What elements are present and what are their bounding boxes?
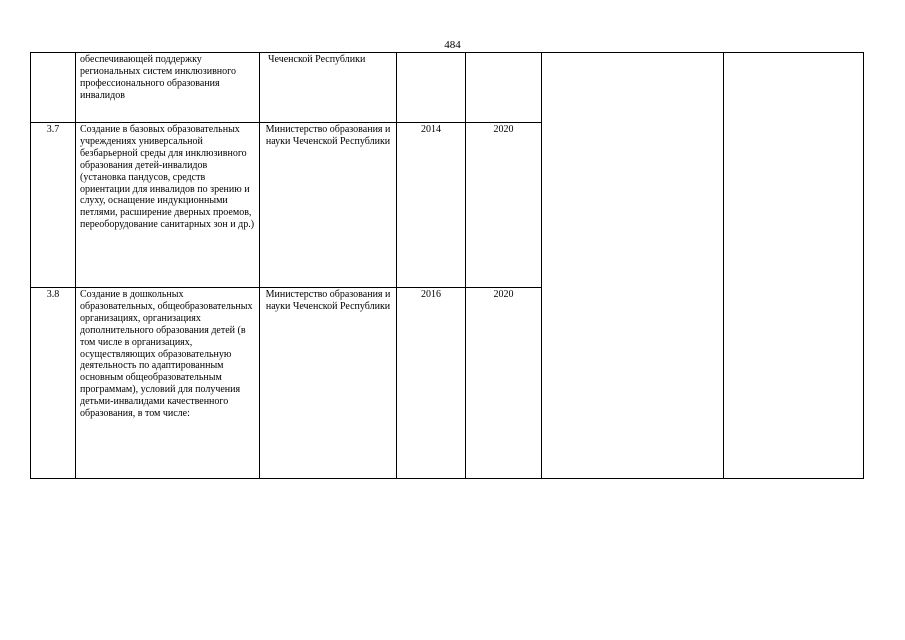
executor-cell	[260, 53, 397, 123]
executor-cell	[260, 288, 397, 479]
start-year-cell: 2014	[397, 123, 466, 288]
row-number-cell: 3.8	[31, 288, 76, 479]
measure-name-text: Создание в базовых образовательных учреждениях универсальной безбарьерной среды для инклюзивного образования детей-инвалидов (установка пандусов, средств ориентации для инвалидов по зрению и слуху, оснащение индукционными петлями, расширение дверных проемов, переоборудование санитарных зон и др.)	[80, 124, 255, 231]
row-number-cell: 3.7	[31, 123, 76, 288]
start-year-cell: 2016	[397, 288, 466, 479]
measure-name-text: обеспечивающей поддержку региональных систем инклюзивного профессионального образования инвалидов	[80, 54, 237, 101]
measure-name-cell	[76, 53, 260, 123]
table-row	[31, 53, 864, 123]
measure-name-cell	[76, 123, 260, 288]
executor-text: Министерство образования и науки Чеченской Республики	[265, 289, 391, 312]
end-year-cell	[466, 53, 542, 123]
empty-column-cell	[542, 53, 724, 479]
page-number: 484	[444, 39, 461, 51]
program-measures-table	[30, 52, 864, 479]
empty-column-cell	[724, 53, 864, 479]
executor-text: Министерство образования и науки Чеченской Республики	[265, 124, 391, 147]
measure-name-text: Создание в дошкольных образовательных, общеобразовательных организациях, организациях дополнительного образования детей (в том числе в организациях, осуществляющих образовательную деятельность по адаптированным основным общеобразовательным программам), условий для получения детьми-инвалидами качественного образования, в том числе:	[80, 289, 253, 420]
executor-text: Чеченской Республики	[268, 54, 366, 65]
end-year-cell: 2020	[466, 288, 542, 479]
row-number-cell	[31, 53, 76, 123]
measure-name-cell	[76, 288, 260, 479]
end-year-cell: 2020	[466, 123, 542, 288]
executor-cell	[260, 123, 397, 288]
start-year-cell	[397, 53, 466, 123]
